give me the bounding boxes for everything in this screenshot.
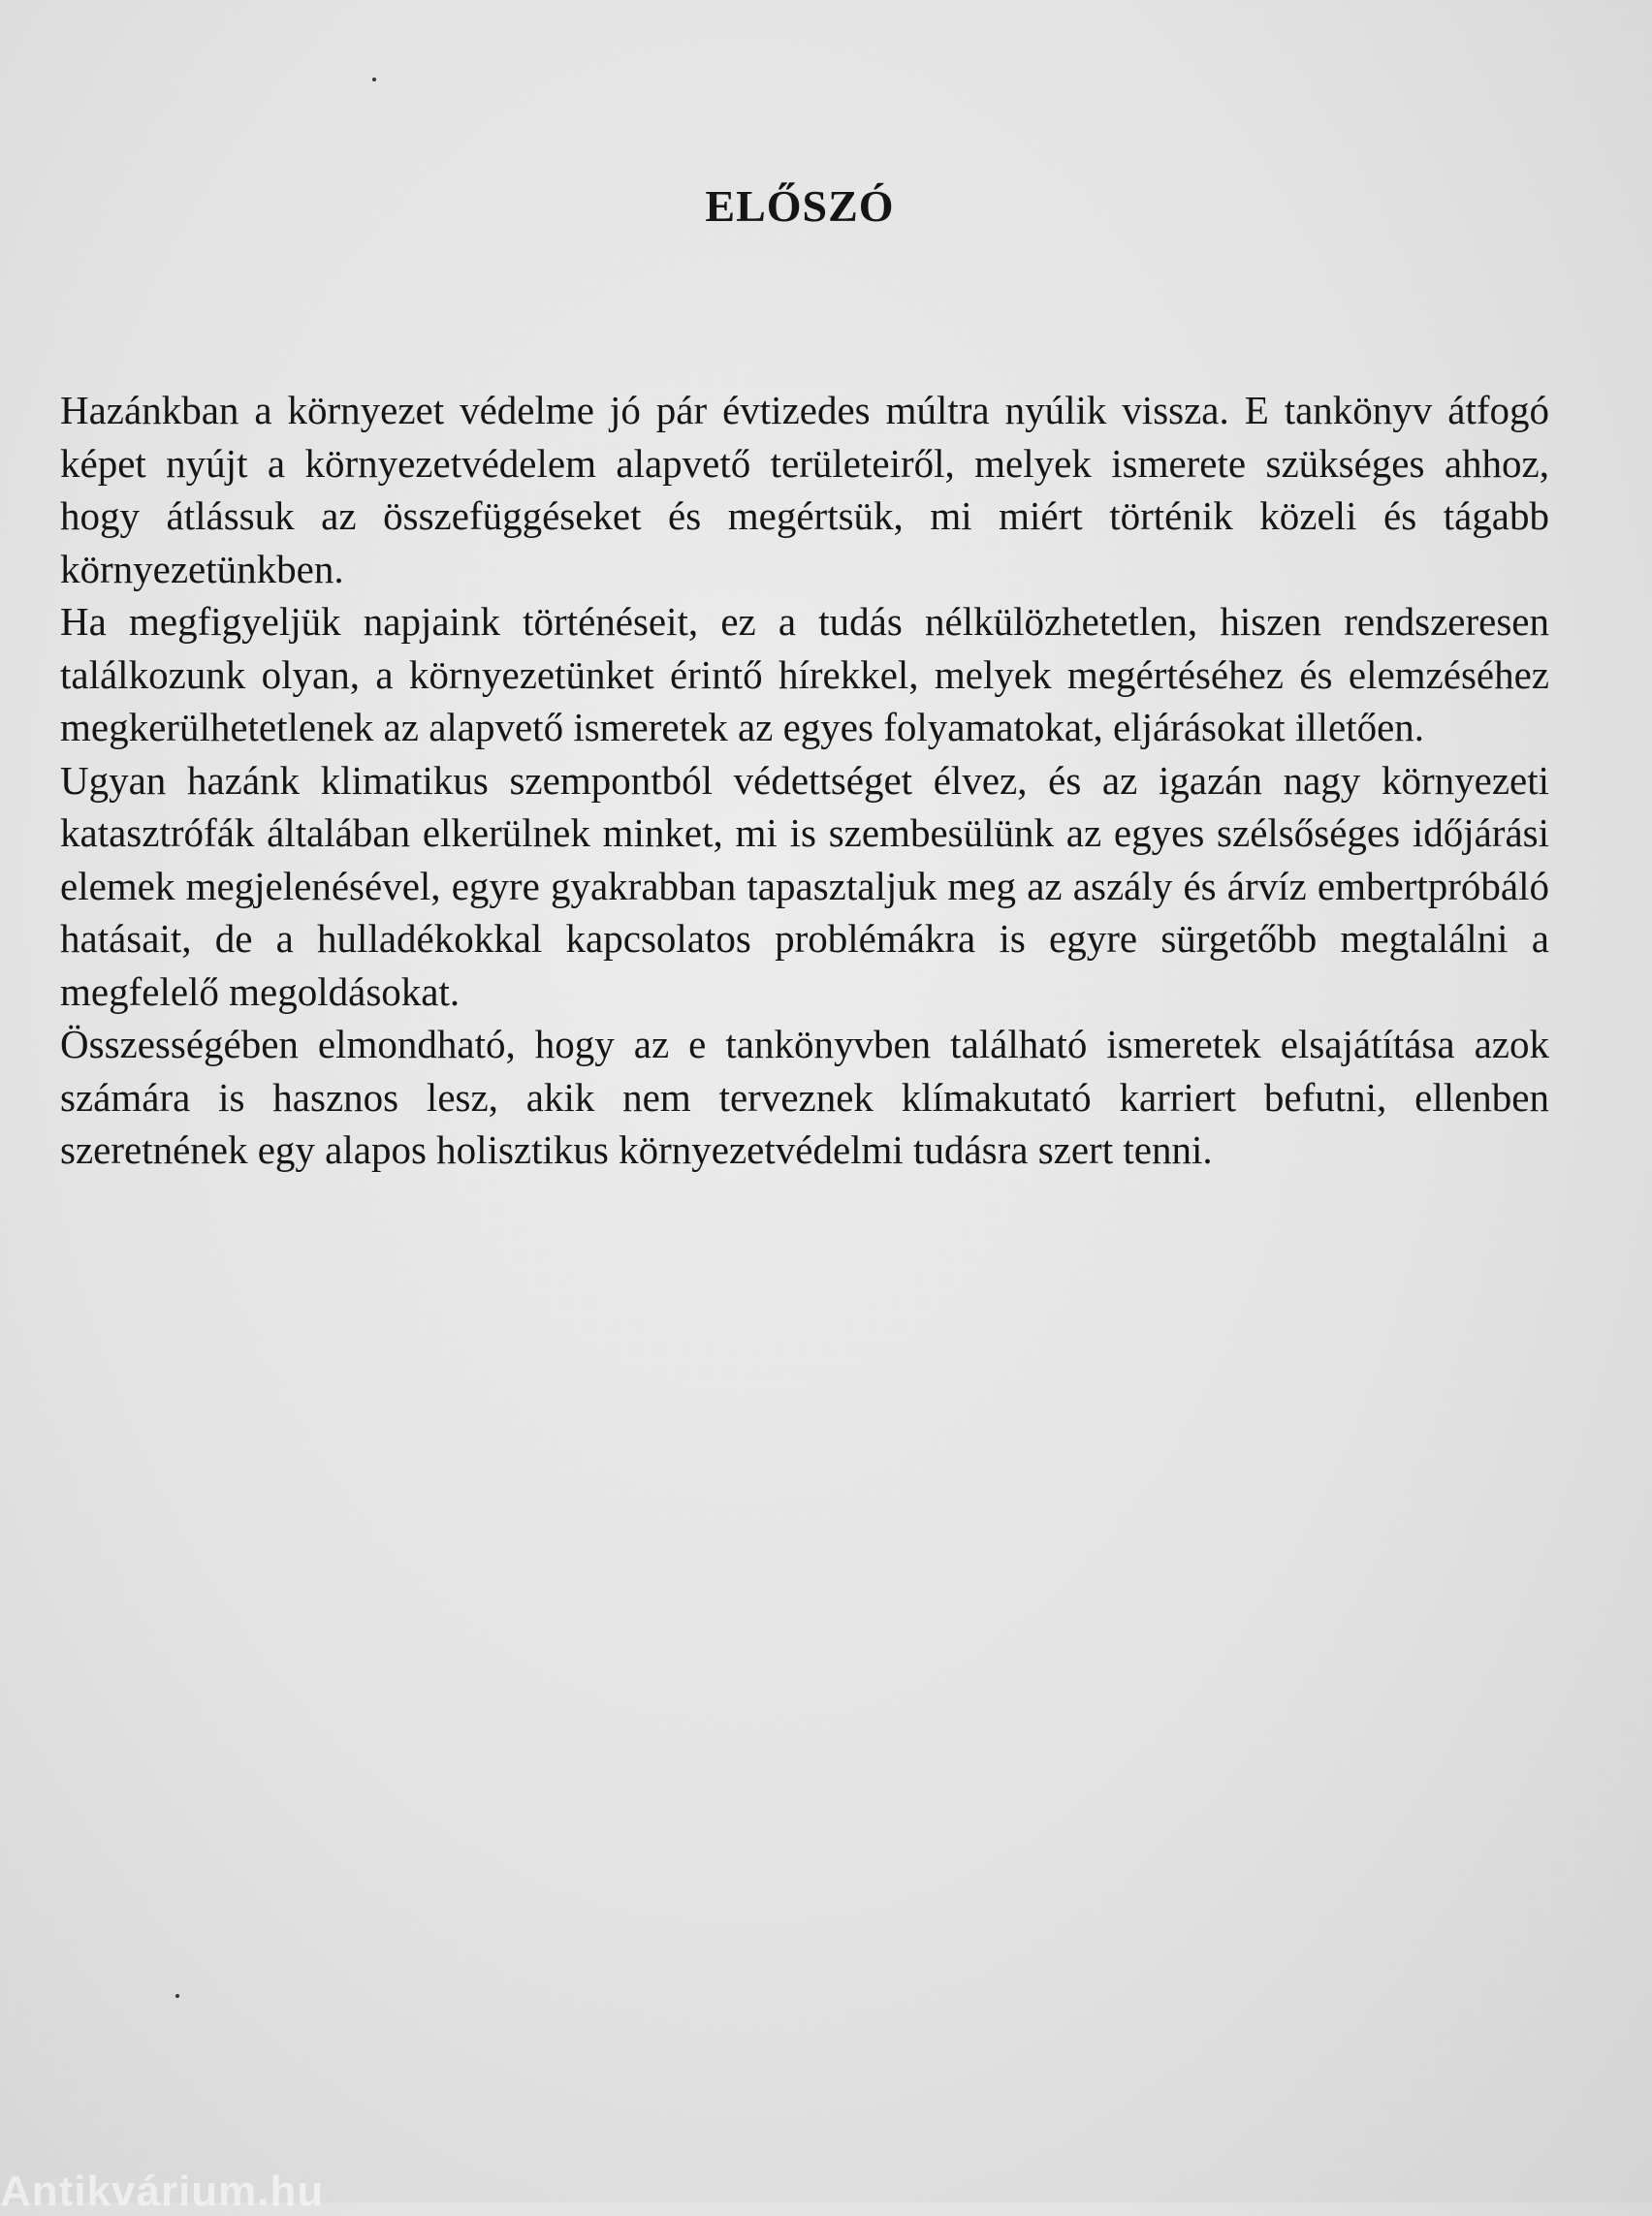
preface-body [60,384,1549,1177]
watermark: Antikvárium.hu [0,2168,325,2215]
page-title: ELŐSZÓ [705,181,895,231]
dust-speck [175,1994,179,1998]
paragraph-2: Ha megfigyeljük napjaink történéseit, ez a tudás nélkülözhetetlen, hiszen rendszeresen találkozunk olyan, a környezetünket érintő hírekkel, melyek megértéséhez és elemzéséhez megkerülhetetlenek az alapvető ismeretek az egyes folyamatokat, eljárásokat illetően. [60,599,1549,749]
paragraph-1: Hazánkban a környezet védelme jó pár évtizedes múltra nyúlik vissza. E tankönyv átfogó képet nyújt a környezetvédelem alapvető területeiről, melyek ismerete szükséges ahhoz, hogy átlássuk az összefüggéseket és megértsük, mi miért történik közeli és tágabb környezetünkben. [60,388,1549,591]
paragraph-4: Összességében elmondható, hogy az e tankönyvben található ismeretek elsajátítása azok számára is hasznos lesz, akik nem terveznek klímakutató karriert befutni, ellenben szeretnének egy alapos holisztikus környezetvédelmi tudásra szert tenni. [60,1022,1549,1172]
paragraph-3: Ugyan hazánk klimatikus szempontból védettséget élvez, és az igazán nagy környezeti katasztrófák általában elkerülnek minket, mi is szembesülünk az egyes szélsőséges időjárási elemek megjelenésével, egyre gyakrabban tapasztaljuk meg az aszály és árvíz embertpróbáló hatásait, de a hulladékokkal kapcsolatos problémákra is egyre sürgetőbb megtalálni a megfelelő megoldásokat. [60,757,1549,1014]
dust-speck [372,78,376,81]
